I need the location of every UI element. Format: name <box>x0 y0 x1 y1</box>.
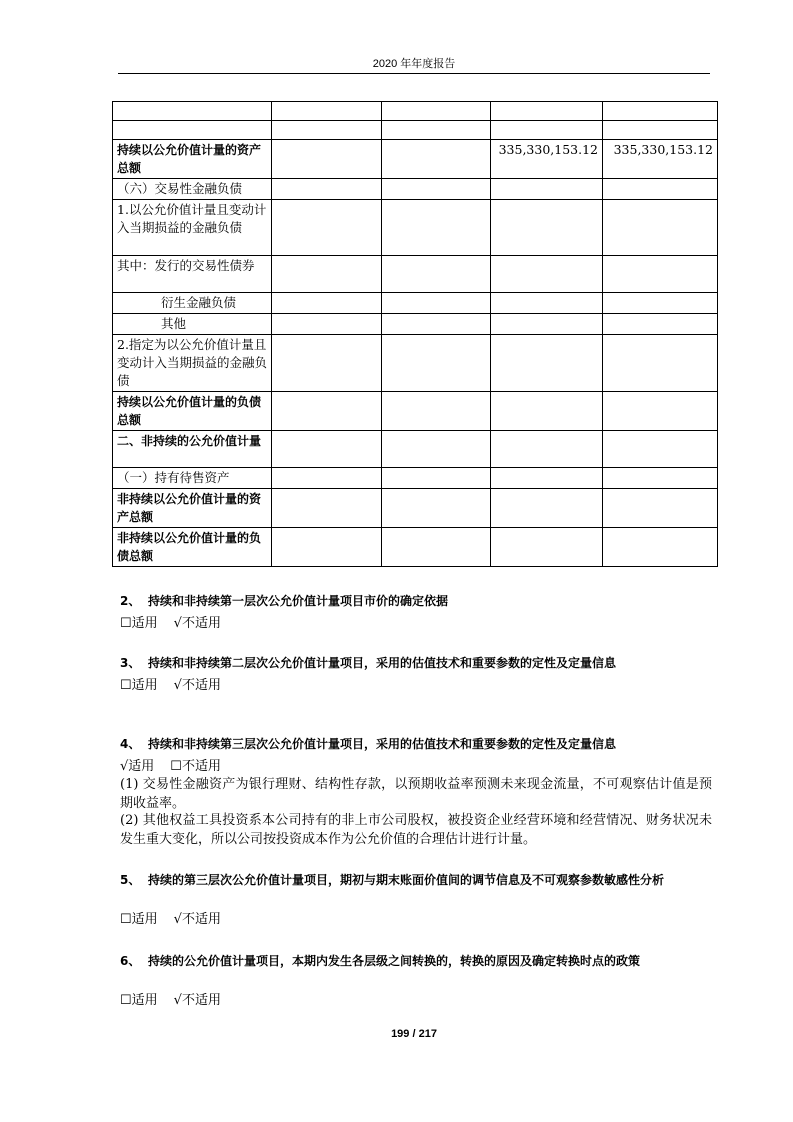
cell-level1 <box>272 468 382 489</box>
cell-level3 <box>491 293 603 314</box>
section-number: 2、 <box>120 594 141 608</box>
cell-level2 <box>382 392 491 431</box>
cell-total <box>603 392 718 431</box>
cell-level3 <box>491 179 603 200</box>
table-row <box>113 314 718 335</box>
cell-level2 <box>382 256 491 293</box>
row-label: 1.以公允价值计量且变动计入当期损益的金融负债 <box>113 200 272 256</box>
cell-level2 <box>382 431 491 468</box>
cell-level3 <box>491 468 603 489</box>
option-not-applicable[interactable]: √不适用 <box>173 616 221 631</box>
cell-level2 <box>382 314 491 335</box>
cell-level3 <box>491 489 603 528</box>
cell-total <box>603 528 718 567</box>
cell-total <box>603 179 718 200</box>
cell-level2 <box>382 140 491 179</box>
cell-level3 <box>491 200 603 256</box>
fair-value-table <box>112 101 718 567</box>
cell-level2 <box>382 102 491 121</box>
cell-total <box>603 431 718 468</box>
cell-total <box>603 314 718 335</box>
cell-level3: 335,330,153.12 <box>491 140 603 179</box>
applicability-options <box>120 676 237 695</box>
table-row <box>113 392 718 431</box>
row-label: 其中：发行的交易性债券 <box>113 256 272 293</box>
cell-level3 <box>491 102 603 121</box>
section-heading <box>120 952 715 971</box>
option-applicable[interactable]: ☐适用 <box>120 678 158 693</box>
cell-level2 <box>382 179 491 200</box>
cell-level3 <box>491 256 603 293</box>
row-label: 持续以公允价值计量的资产总额 <box>113 140 272 179</box>
section-number: 3、 <box>120 656 141 670</box>
table-row <box>113 200 718 256</box>
section-heading <box>120 735 715 754</box>
section-number: 6、 <box>120 954 141 968</box>
row-label: 二、非持续的公允价值计量 <box>113 431 272 468</box>
section-title: 持续的公允价值计量项目，本期内发生各层级之间转换的，转换的原因及确定转换时点的政策 <box>148 954 641 968</box>
cell-level2 <box>382 293 491 314</box>
header-divider <box>118 73 710 74</box>
table-row <box>113 489 718 528</box>
cell-total <box>603 335 718 392</box>
applicability-options <box>120 991 237 1010</box>
cell-level1 <box>272 140 382 179</box>
option-not-applicable[interactable]: √不适用 <box>173 678 221 693</box>
page-header: 2020 年年度报告 <box>372 58 456 70</box>
table-row <box>113 102 718 121</box>
cell-total <box>603 256 718 293</box>
table-row <box>113 140 718 179</box>
row-label: 非持续以公允价值计量的资产总额 <box>113 489 272 528</box>
cell-level3 <box>491 392 603 431</box>
section-title: 持续和非持续第二层次公允价值计量项目，采用的估值技术和重要参数的定性及定量信息 <box>148 656 617 670</box>
section-heading <box>120 592 715 611</box>
cell-level1 <box>272 528 382 567</box>
explanation-paragraph-2: (2) 其他权益工具投资系本公司持有的非上市公司股权，被投资企业经营环境和经营情况、财务状况未发生重大变化，所以公司按投资成本作为公允价值的合理估计进行计量。 <box>120 813 712 847</box>
applicability-options <box>120 757 237 776</box>
cell-level2 <box>382 489 491 528</box>
cell-total: 335,330,153.12 <box>603 140 718 179</box>
section-number: 5、 <box>120 873 141 887</box>
row-label: （六）交易性金融负债 <box>113 179 272 200</box>
row-label <box>113 102 272 121</box>
table-row <box>113 121 718 140</box>
table-row <box>113 179 718 200</box>
cell-level1 <box>272 392 382 431</box>
cell-total <box>603 200 718 256</box>
cell-level1 <box>272 256 382 293</box>
cell-level2 <box>382 468 491 489</box>
section-number: 4、 <box>120 737 141 751</box>
table-row <box>113 256 718 293</box>
cell-level3 <box>491 314 603 335</box>
table-row <box>113 468 718 489</box>
cell-level2 <box>382 200 491 256</box>
cell-level2 <box>382 335 491 392</box>
cell-level1 <box>272 200 382 256</box>
cell-level3 <box>491 335 603 392</box>
table-row <box>113 431 718 468</box>
row-label <box>113 121 272 140</box>
table-row <box>113 335 718 392</box>
cell-level3 <box>491 431 603 468</box>
page-number: 199 / 217 <box>391 1028 437 1040</box>
cell-level2 <box>382 121 491 140</box>
cell-level1 <box>272 293 382 314</box>
applicability-options <box>120 614 237 633</box>
cell-level2 <box>382 528 491 567</box>
cell-total <box>603 121 718 140</box>
explanation-paragraph-1: (1) 交易性金融资产为银行理财、结构性存款，以预期收益率预测未来现金流量，不可观察估计值是预期收益率。 <box>120 777 712 811</box>
option-not-applicable[interactable]: ☐不适用 <box>170 759 221 774</box>
table-row <box>113 528 718 567</box>
cell-level3 <box>491 528 603 567</box>
row-label: 衍生金融负债 <box>113 293 272 314</box>
row-label: 持续以公允价值计量的负债总额 <box>113 392 272 431</box>
option-applicable[interactable]: ☐适用 <box>120 616 158 631</box>
cell-total <box>603 102 718 121</box>
cell-level1 <box>272 179 382 200</box>
option-applicable[interactable]: ☐适用 <box>120 993 158 1008</box>
cell-level1 <box>272 102 382 121</box>
option-not-applicable[interactable]: √不适用 <box>173 912 221 927</box>
section-title: 持续的第三层次公允价值计量项目，期初与期末账面价值间的调节信息及不可观察参数敏感性分析 <box>148 873 665 887</box>
section-heading <box>120 871 715 890</box>
option-not-applicable[interactable]: √不适用 <box>173 993 221 1008</box>
row-label: （一）持有待售资产 <box>113 468 272 489</box>
section-title: 持续和非持续第三层次公允价值计量项目，采用的估值技术和重要参数的定性及定量信息 <box>148 737 617 751</box>
cell-level1 <box>272 335 382 392</box>
section-heading <box>120 654 715 673</box>
applicability-options <box>120 910 237 929</box>
cell-total <box>603 468 718 489</box>
table-row <box>113 293 718 314</box>
row-label: 2.指定为以公允价值计量且变动计入当期损益的金融负债 <box>113 335 272 392</box>
cell-level1 <box>272 314 382 335</box>
cell-total <box>603 489 718 528</box>
cell-level1 <box>272 121 382 140</box>
row-label: 非持续以公允价值计量的负债总额 <box>113 528 272 567</box>
row-label: 其他 <box>113 314 272 335</box>
option-applicable[interactable]: √适用 <box>120 759 155 774</box>
cell-level3 <box>491 121 603 140</box>
cell-total <box>603 293 718 314</box>
cell-level1 <box>272 489 382 528</box>
option-applicable[interactable]: ☐适用 <box>120 912 158 927</box>
section-title: 持续和非持续第一层次公允价值计量项目市价的确定依据 <box>148 594 449 608</box>
cell-level1 <box>272 431 382 468</box>
